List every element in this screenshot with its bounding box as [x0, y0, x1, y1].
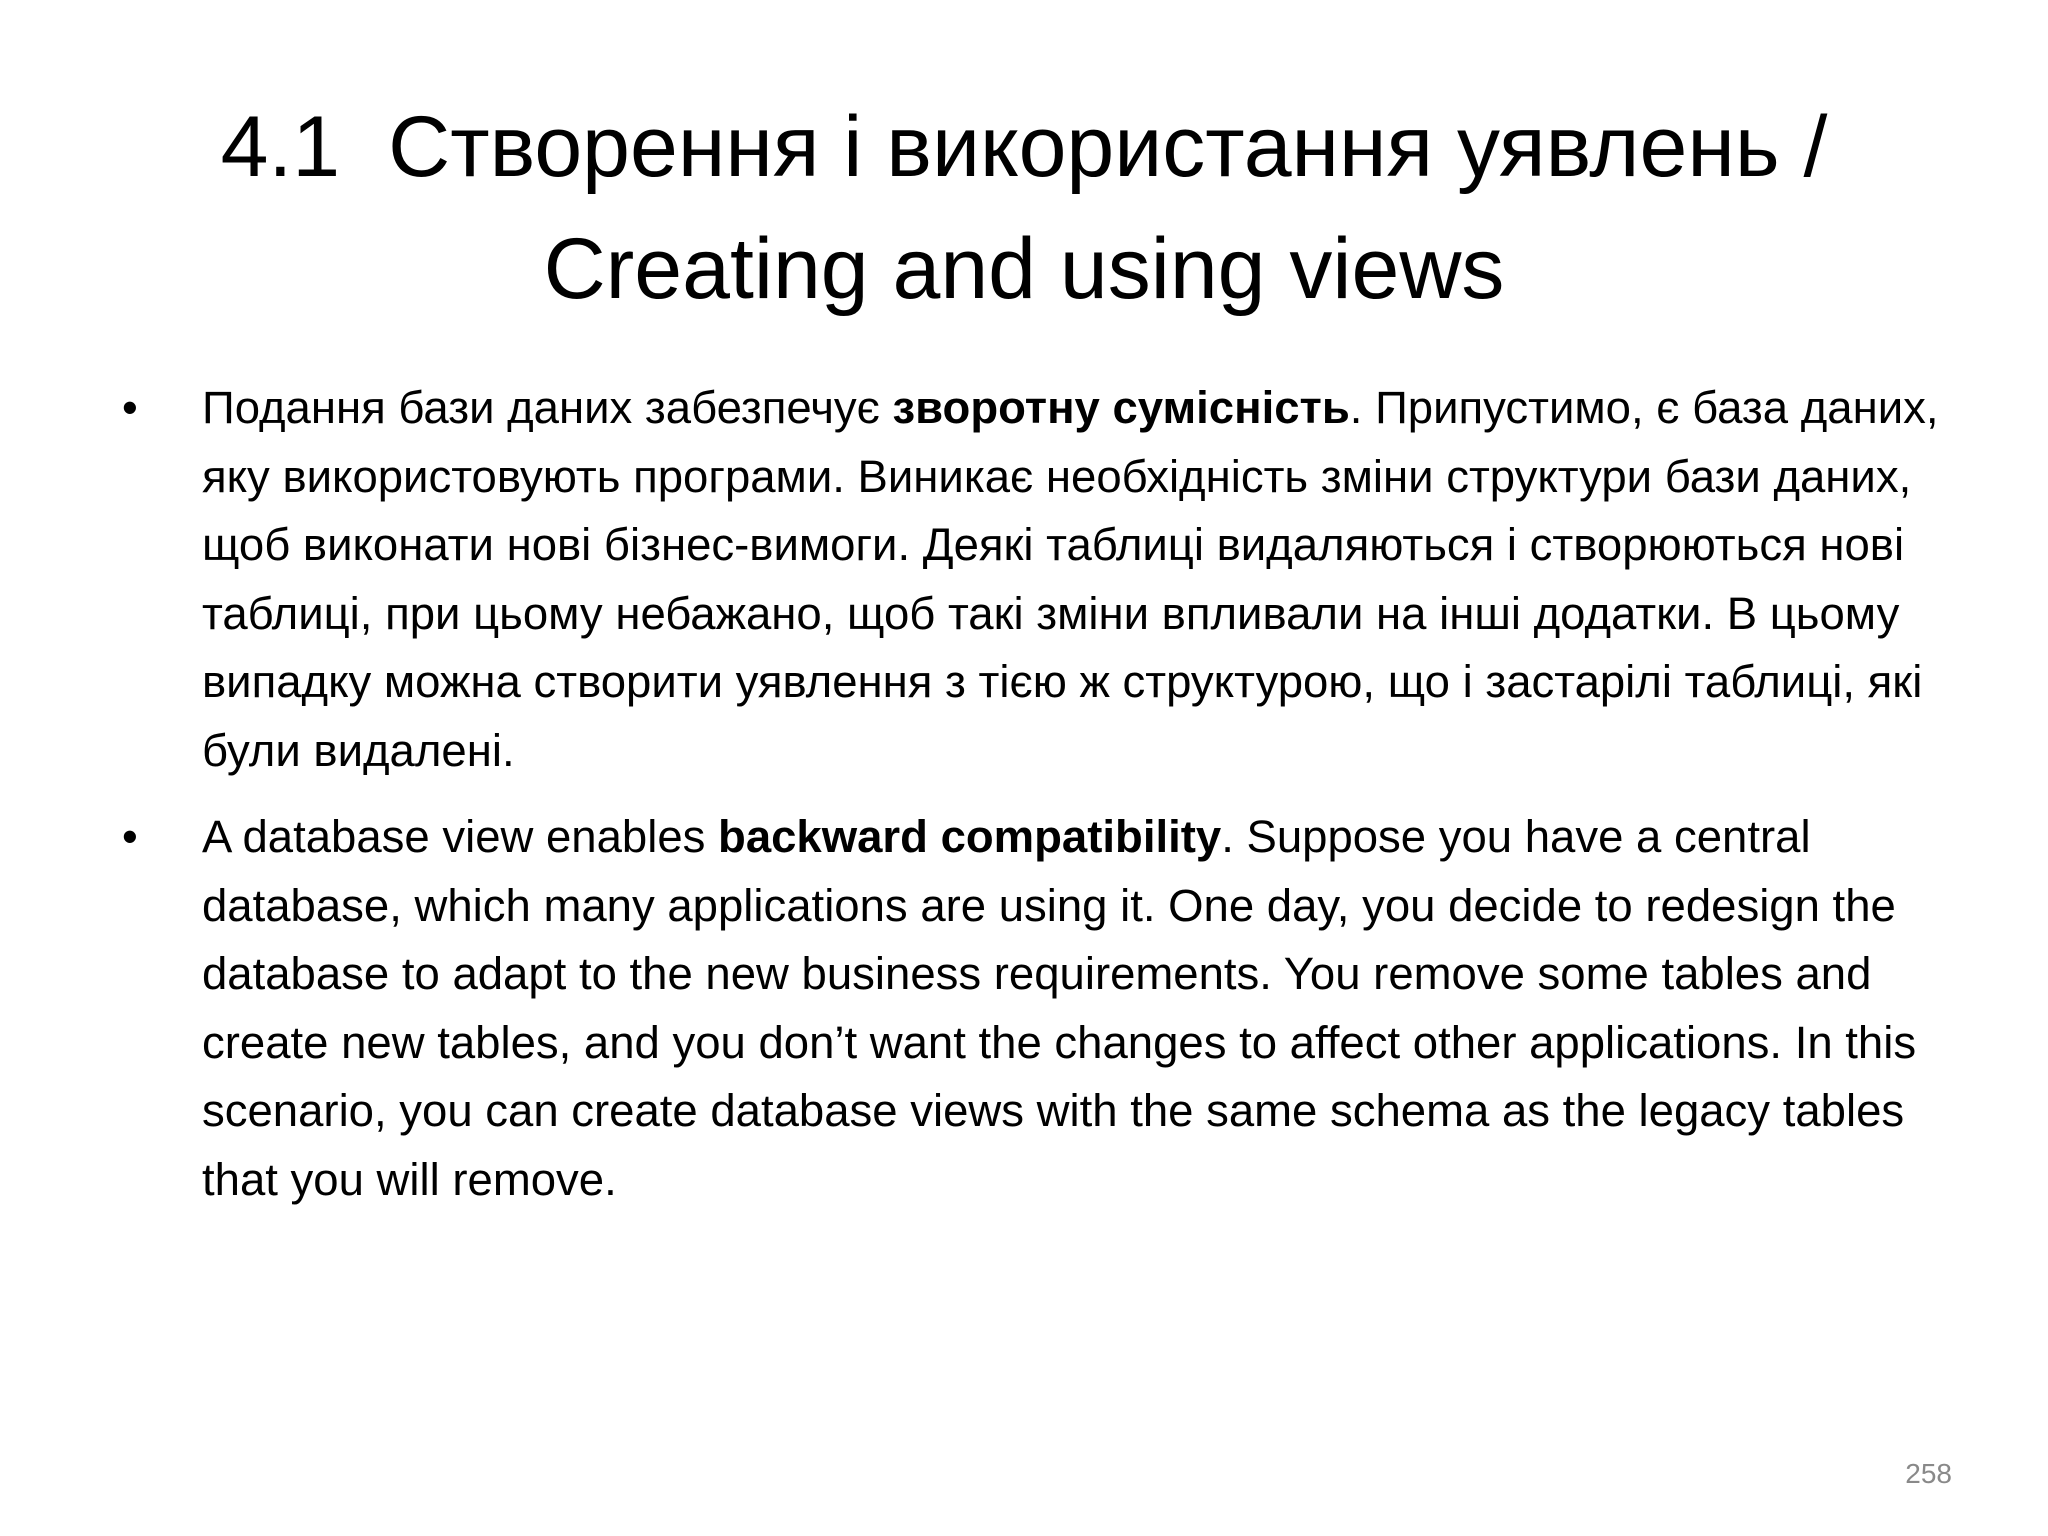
slide-title [80, 86, 1968, 330]
bullet-text [202, 811, 1916, 1205]
bullet-dot-icon: • [122, 811, 138, 862]
bullet-text-after: . Suppose you have a central database, which many applications are using it. One day, you decide to redesign the database to adapt to the new business requirements. You remove some tables and create new tables, and you don’t want the changes to affect other applications. In this scenario, you can create database views with the same schema as the legacy tables that you will remove. [202, 811, 1917, 1205]
title-line-2: Creating and using views [543, 221, 1505, 317]
page-number: 258 [1905, 1458, 1952, 1489]
bullet-text-bold: зворотну сумісність [892, 382, 1350, 433]
bullet-text [202, 382, 1939, 776]
bullet-english [120, 803, 1950, 1214]
section-number: 4.1 [220, 99, 341, 195]
bullet-ukrainian [120, 374, 1950, 785]
bullet-dot-icon: • [122, 382, 138, 433]
bullet-list [120, 374, 1950, 1232]
title-line-1 [80, 86, 1968, 208]
title-text-ukrainian: Створення і використання уявлень / [388, 99, 1828, 195]
bullet-text-before: Подання бази даних забезпечує [202, 382, 893, 433]
bullet-text-bold: backward compatibility [718, 811, 1222, 862]
bullet-text-before: A database view enables [202, 811, 719, 862]
bullet-text-after: . Припустимо, є база даних, яку використовують програми. Виникає необхідність зміни структури бази даних, щоб виконати нові бізнес-вимоги. Деякі таблиці видаляються і створюються нові таблиці, при цьому небажано, щоб такі зміни впливали на інші додатки. В цьому випадку можна створити уявлення з тією ж структурою, що і застарілі таблиці, які були видалені. [202, 382, 1939, 776]
